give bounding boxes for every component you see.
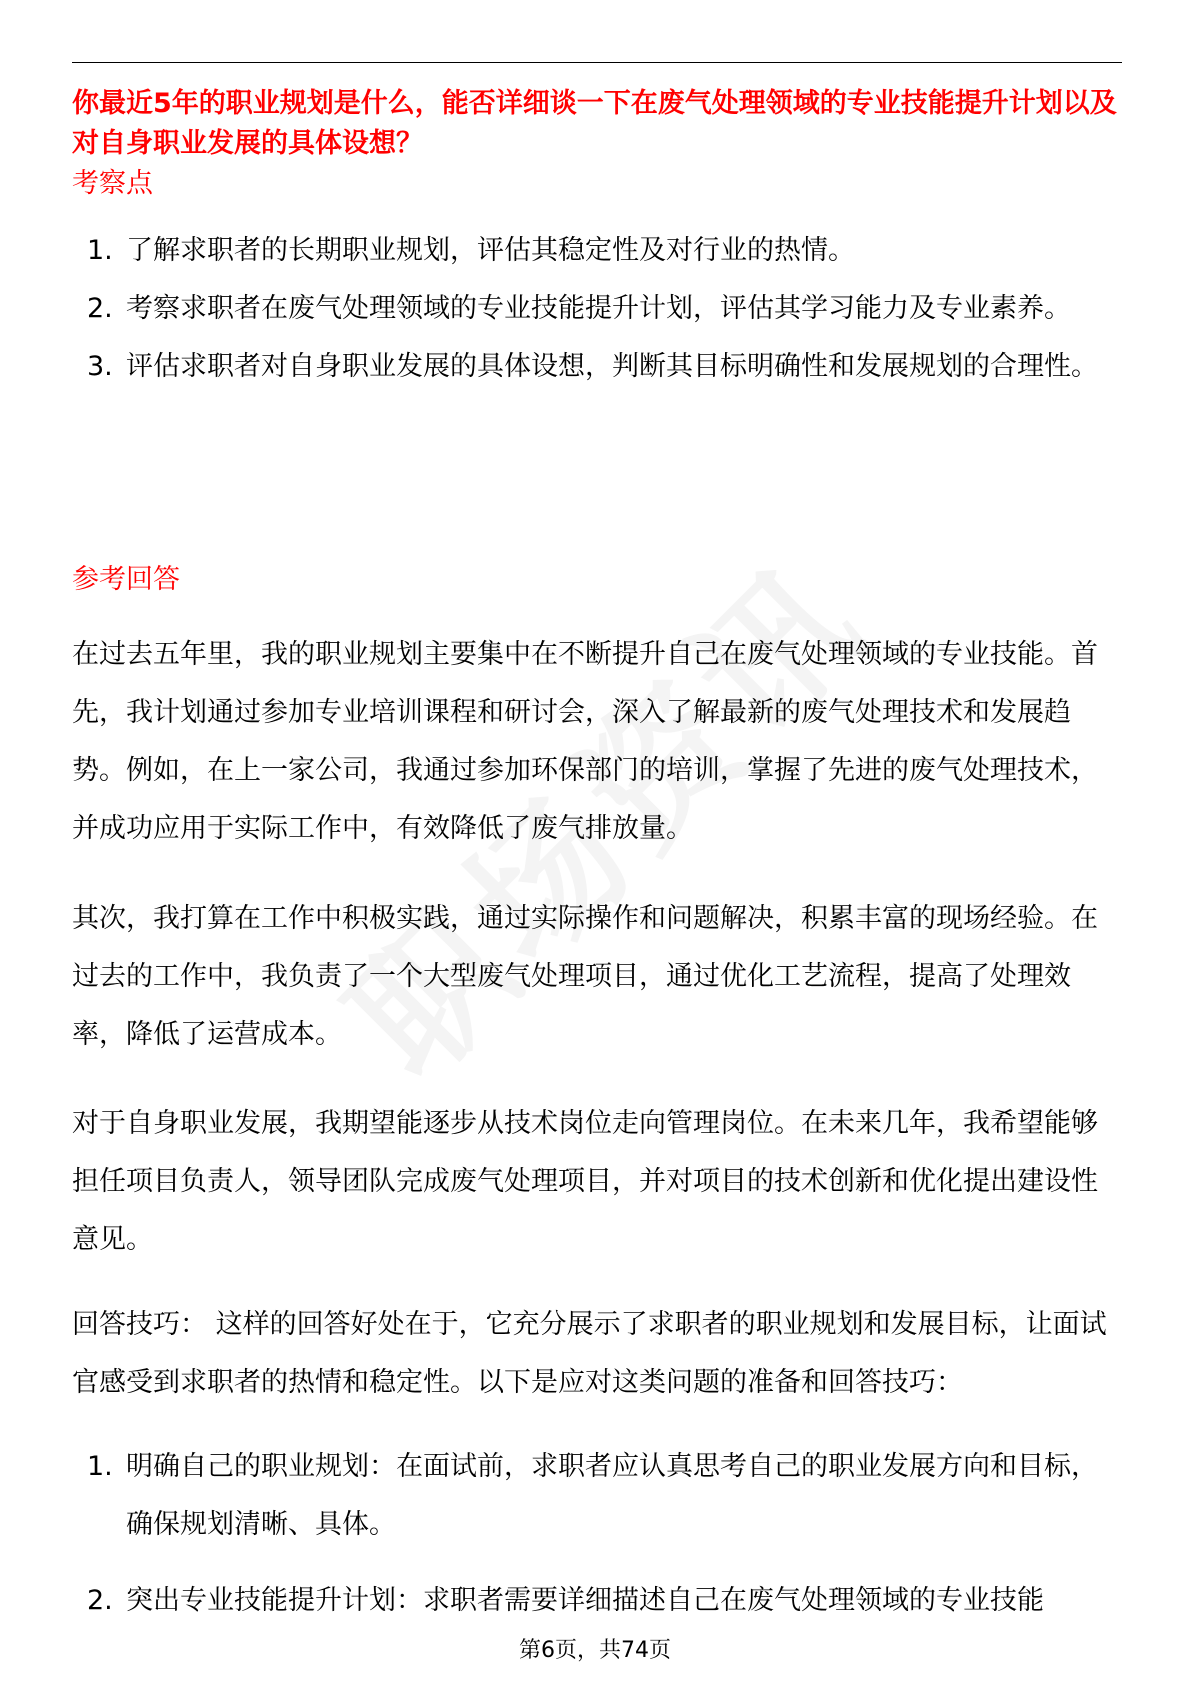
page-number: 第6页，共74页 bbox=[519, 1638, 671, 1663]
list-item bbox=[72, 338, 1122, 396]
list-item-number: 1. bbox=[87, 1451, 113, 1482]
answer-paragraph-1: 在过去五年里，我的职业规划主要集中在不断提升自己在废气处理领域的专业技能。首先，我计划通过参加专业培训课程和研讨会，深入了解最新的废气处理技术和发展趋势。例如，在上一家公司，我通过参加环保部门的培训，掌握了先进的废气处理技术，并成功应用于实际工作中，有效降低了废气排放量。 bbox=[72, 639, 1098, 844]
list-item-number: 2. bbox=[87, 293, 113, 324]
list-item-text: 评估求职者对自身职业发展的具体设想，判断其目标明确性和发展规划的合理性。 bbox=[126, 351, 1098, 382]
list-item-number: 1. bbox=[87, 235, 113, 266]
list-item-text: 明确自己的职业规划：在面试前，求职者应认真思考自己的职业发展方向和目标，确保规划清晰、具体。 bbox=[126, 1451, 1098, 1540]
list-item-number: 2. bbox=[87, 1585, 113, 1616]
list-item bbox=[72, 1438, 1122, 1554]
question-heading: 你最近5年的职业规划是什么，能否详细谈一下在废气处理领域的专业技能提升计划以及对自身职业发展的具体设想？ bbox=[72, 88, 1117, 159]
list-item-number: 3. bbox=[87, 351, 113, 382]
answer-tips-intro: 回答技巧： 这样的回答好处在于，它充分展示了求职者的职业规划和发展目标，让面试官感受到求职者的热情和稳定性。以下是应对这类问题的准备和回答技巧： bbox=[72, 1309, 1107, 1398]
answer-paragraph-2: 其次，我打算在工作中积极实践，通过实际操作和问题解决，积累丰富的现场经验。在过去的工作中，我负责了一个大型废气处理项目，通过优化工艺流程，提高了处理效率，降低了运营成本。 bbox=[72, 903, 1098, 1050]
list-item-text: 突出专业技能提升计划：求职者需要详细描述自己在废气处理领域的专业技能 bbox=[126, 1585, 1044, 1616]
section-title-answer: 参考回答 bbox=[72, 564, 180, 595]
list-item bbox=[72, 1572, 1122, 1630]
section-title-examine: 考察点 bbox=[72, 168, 153, 199]
list-item bbox=[72, 222, 1122, 280]
top-divider bbox=[72, 62, 1122, 63]
list-item-text: 考察求职者在废气处理领域的专业技能提升计划，评估其学习能力及专业素养。 bbox=[126, 293, 1071, 324]
tips-list-continued bbox=[72, 1572, 1122, 1630]
list-item bbox=[72, 280, 1122, 338]
answer-paragraph-3: 对于自身职业发展，我期望能逐步从技术岗位走向管理岗位。在未来几年，我希望能够担任项目负责人，领导团队完成废气处理项目，并对项目的技术创新和优化提出建设性意见。 bbox=[72, 1108, 1098, 1255]
list-item-text: 了解求职者的长期职业规划，评估其稳定性及对行业的热情。 bbox=[126, 235, 855, 266]
examine-list bbox=[72, 222, 1122, 396]
tips-list bbox=[72, 1438, 1122, 1554]
